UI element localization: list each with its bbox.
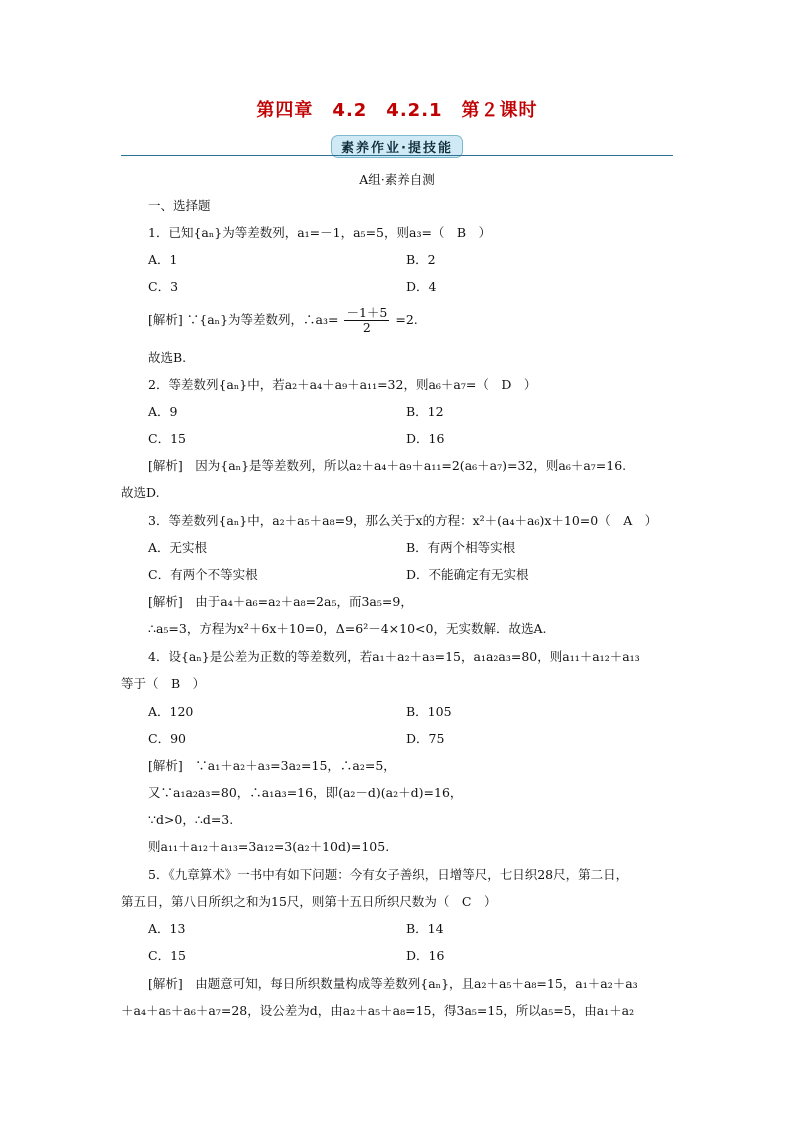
group-label: A组·素养自测 [359,172,435,187]
q1-option-a: A．1 [148,252,178,267]
q5-stem-line-2: 第五日，第八日所织之和为15尺，则第十五日所织尺数为（ C ） [121,894,497,909]
q5-option-b: B．14 [406,921,444,936]
q4-option-c: C．90 [148,731,186,746]
q4-stem-line-2: 等于（ B ） [121,676,206,691]
header-rule [121,155,673,156]
q2-option-a: A．9 [148,404,178,419]
q4-analysis-line-4: 则a₁₁＋a₁₂＋a₁₃=3a₁₂=3(a₂＋10d)=105. [148,839,390,854]
q2-option-d: D．16 [406,431,445,446]
q4-analysis-line-2: 又∵a₁a₂a₃=80，∴a₁a₃=16，即(a₂－d)(a₂＋d)=16， [148,785,463,800]
q4-analysis-line-3: ∵d>0，∴d=3. [148,812,234,827]
q1-analysis-post: =2. [395,312,418,327]
q1-fraction-numerator: －1＋5 [346,305,388,320]
q3-option-c: C．有两个不等实根 [148,567,258,582]
q4-option-b: B．105 [406,704,452,719]
q3-option-b: B．有两个相等实根 [406,540,516,555]
q4-stem-line-1: 4．设{aₙ}是公差为正数的等差数列，若a₁＋a₂＋a₃=15，a₁a₂a₃=80，则a₁₁＋a₁₂＋a₁₃ [148,649,640,664]
q3-stem: 3．等差数列{aₙ}中，a₂＋a₅＋a₈=9，那么关于x的方程：x²＋(a₄＋a₆)x＋10=0（ A ） [148,513,658,528]
q1-stem: 1．已知{aₙ}为等差数列，a₁=－1，a₅=5，则a₃=（ B ） [148,225,492,240]
section-heading: 一、选择题 [148,198,211,213]
q2-analysis: [解析] 因为{aₙ}是等差数列，所以a₂＋a₄＋a₉＋a₁₁=2(a₆＋a₇)=32，则a₆＋a₇=16. [148,458,627,473]
q1-analysis [148,306,418,335]
q5-analysis-line-1: [解析] 由题意可知，每日所织数量构成等差数列{aₙ}，且a₂＋a₅＋a₈=15，a₁＋a₂＋a₃ [148,976,638,991]
q5-option-c: C．15 [148,948,186,963]
page-title: 第四章 4.2 4.2.1 第２课时 [256,100,538,121]
q1-fraction [344,306,389,335]
q3-analysis-line-1: [解析] 由于a₄＋a₆=a₂＋a₈=2a₅，而3a₅=9， [148,594,413,609]
q4-analysis-line-1: [解析] ∵a₁＋a₂＋a₃=3a₂=15，∴a₂=5， [148,758,396,773]
q3-option-d: D．不能确定有无实根 [406,567,529,582]
q1-fraction-denominator: 2 [362,320,371,335]
section-badge: 素养作业·提技能 [331,135,463,158]
q1-option-b: B．2 [406,252,436,267]
q2-option-c: C．15 [148,431,186,446]
q4-option-d: D．75 [406,731,445,746]
q1-option-c: C．3 [148,279,179,294]
q2-conclusion: 故选D. [121,485,160,500]
q5-stem-line-1: 5．《九章算术》一书中有如下问题：今有女子善织，日增等尺，七日织28尺，第二日， [148,867,629,882]
q5-option-a: A．13 [148,921,186,936]
q3-option-a: A．无实根 [148,540,208,555]
q1-analysis-pre: ∵{aₙ}为等差数列，∴a₃= [186,312,339,327]
q4-option-a: A．120 [148,704,194,719]
q2-stem: 2．等差数列{aₙ}中，若a₂＋a₄＋a₉＋a₁₁=32，则a₆＋a₇=（ D ） [148,377,537,392]
q2-option-b: B．12 [406,404,444,419]
q3-analysis-line-2: ∴a₅=3，方程为x²＋6x＋10=0，Δ=6²－4×10<0，无实数解．故选A. [148,621,547,636]
q5-analysis-line-2: ＋a₄＋a₅＋a₆＋a₇=28，设公差为d，由a₂＋a₅＋a₈=15，得3a₅=15，所以a₅=5，由a₁＋a₂ [121,1003,635,1018]
q5-option-d: D．16 [406,948,445,963]
q1-analysis-label: [解析] [148,312,183,327]
q1-conclusion: 故选B. [148,350,187,365]
q1-option-d: D．4 [406,279,437,294]
